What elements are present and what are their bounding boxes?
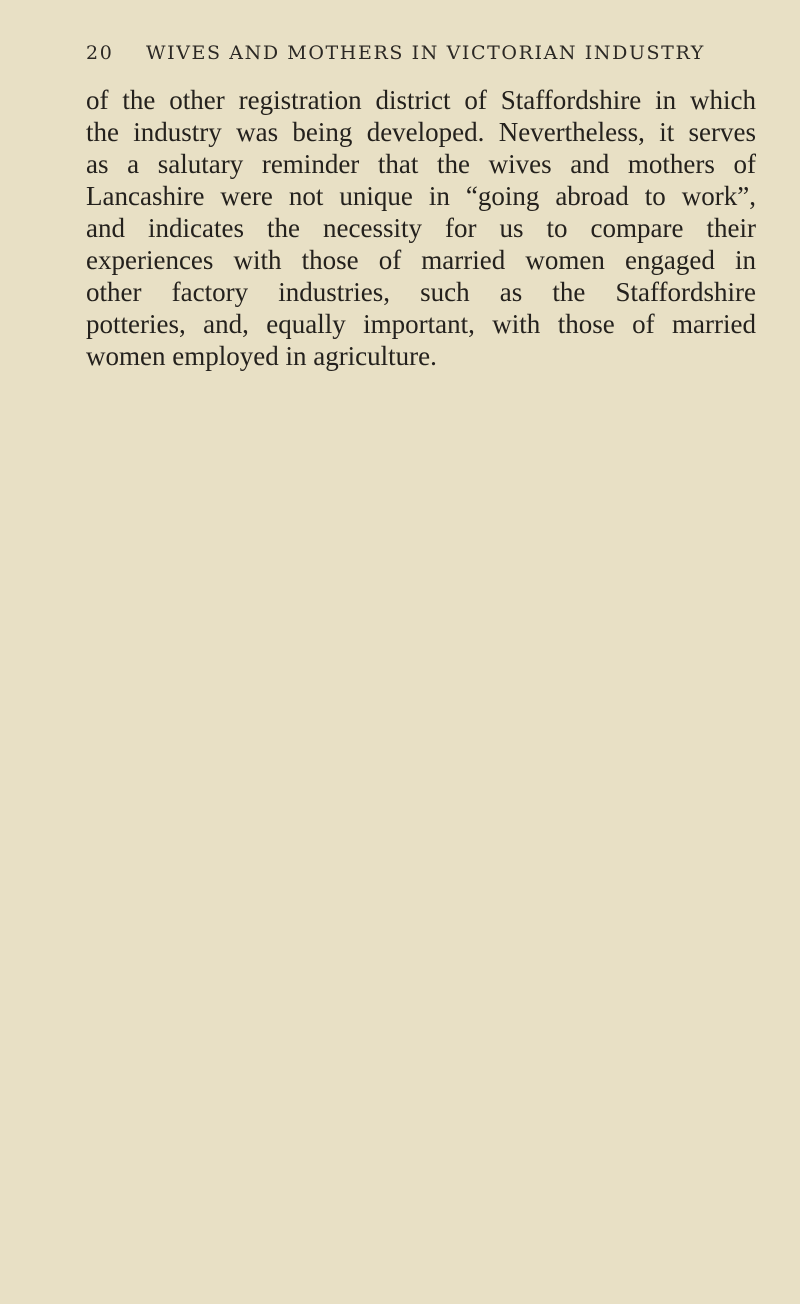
text-line: Lancashire were not unique in “going abroad to work”, xyxy=(86,181,756,211)
text-line: the industry was being developed. Nevertheless, it serves xyxy=(86,117,756,147)
text-line: other factory industries, such as the Staffordshire xyxy=(86,277,756,307)
text-line: potteries, and, equally important, with those of married xyxy=(86,309,756,339)
text-line: of the other registration district of Staffordshire in which xyxy=(86,85,756,115)
text-line: women employed in agriculture. xyxy=(86,341,437,371)
text-line: as a salutary reminder that the wives and mothers of xyxy=(86,149,756,179)
text-line: and indicates the necessity for us to compare their xyxy=(86,213,756,243)
body-paragraph xyxy=(86,84,756,372)
running-header xyxy=(86,42,756,64)
text-line: experiences with those of married women engaged in xyxy=(86,245,756,275)
running-title: WIVES AND MOTHERS IN VICTORIAN INDUSTRY xyxy=(146,42,705,64)
page-number: 20 xyxy=(86,42,114,64)
